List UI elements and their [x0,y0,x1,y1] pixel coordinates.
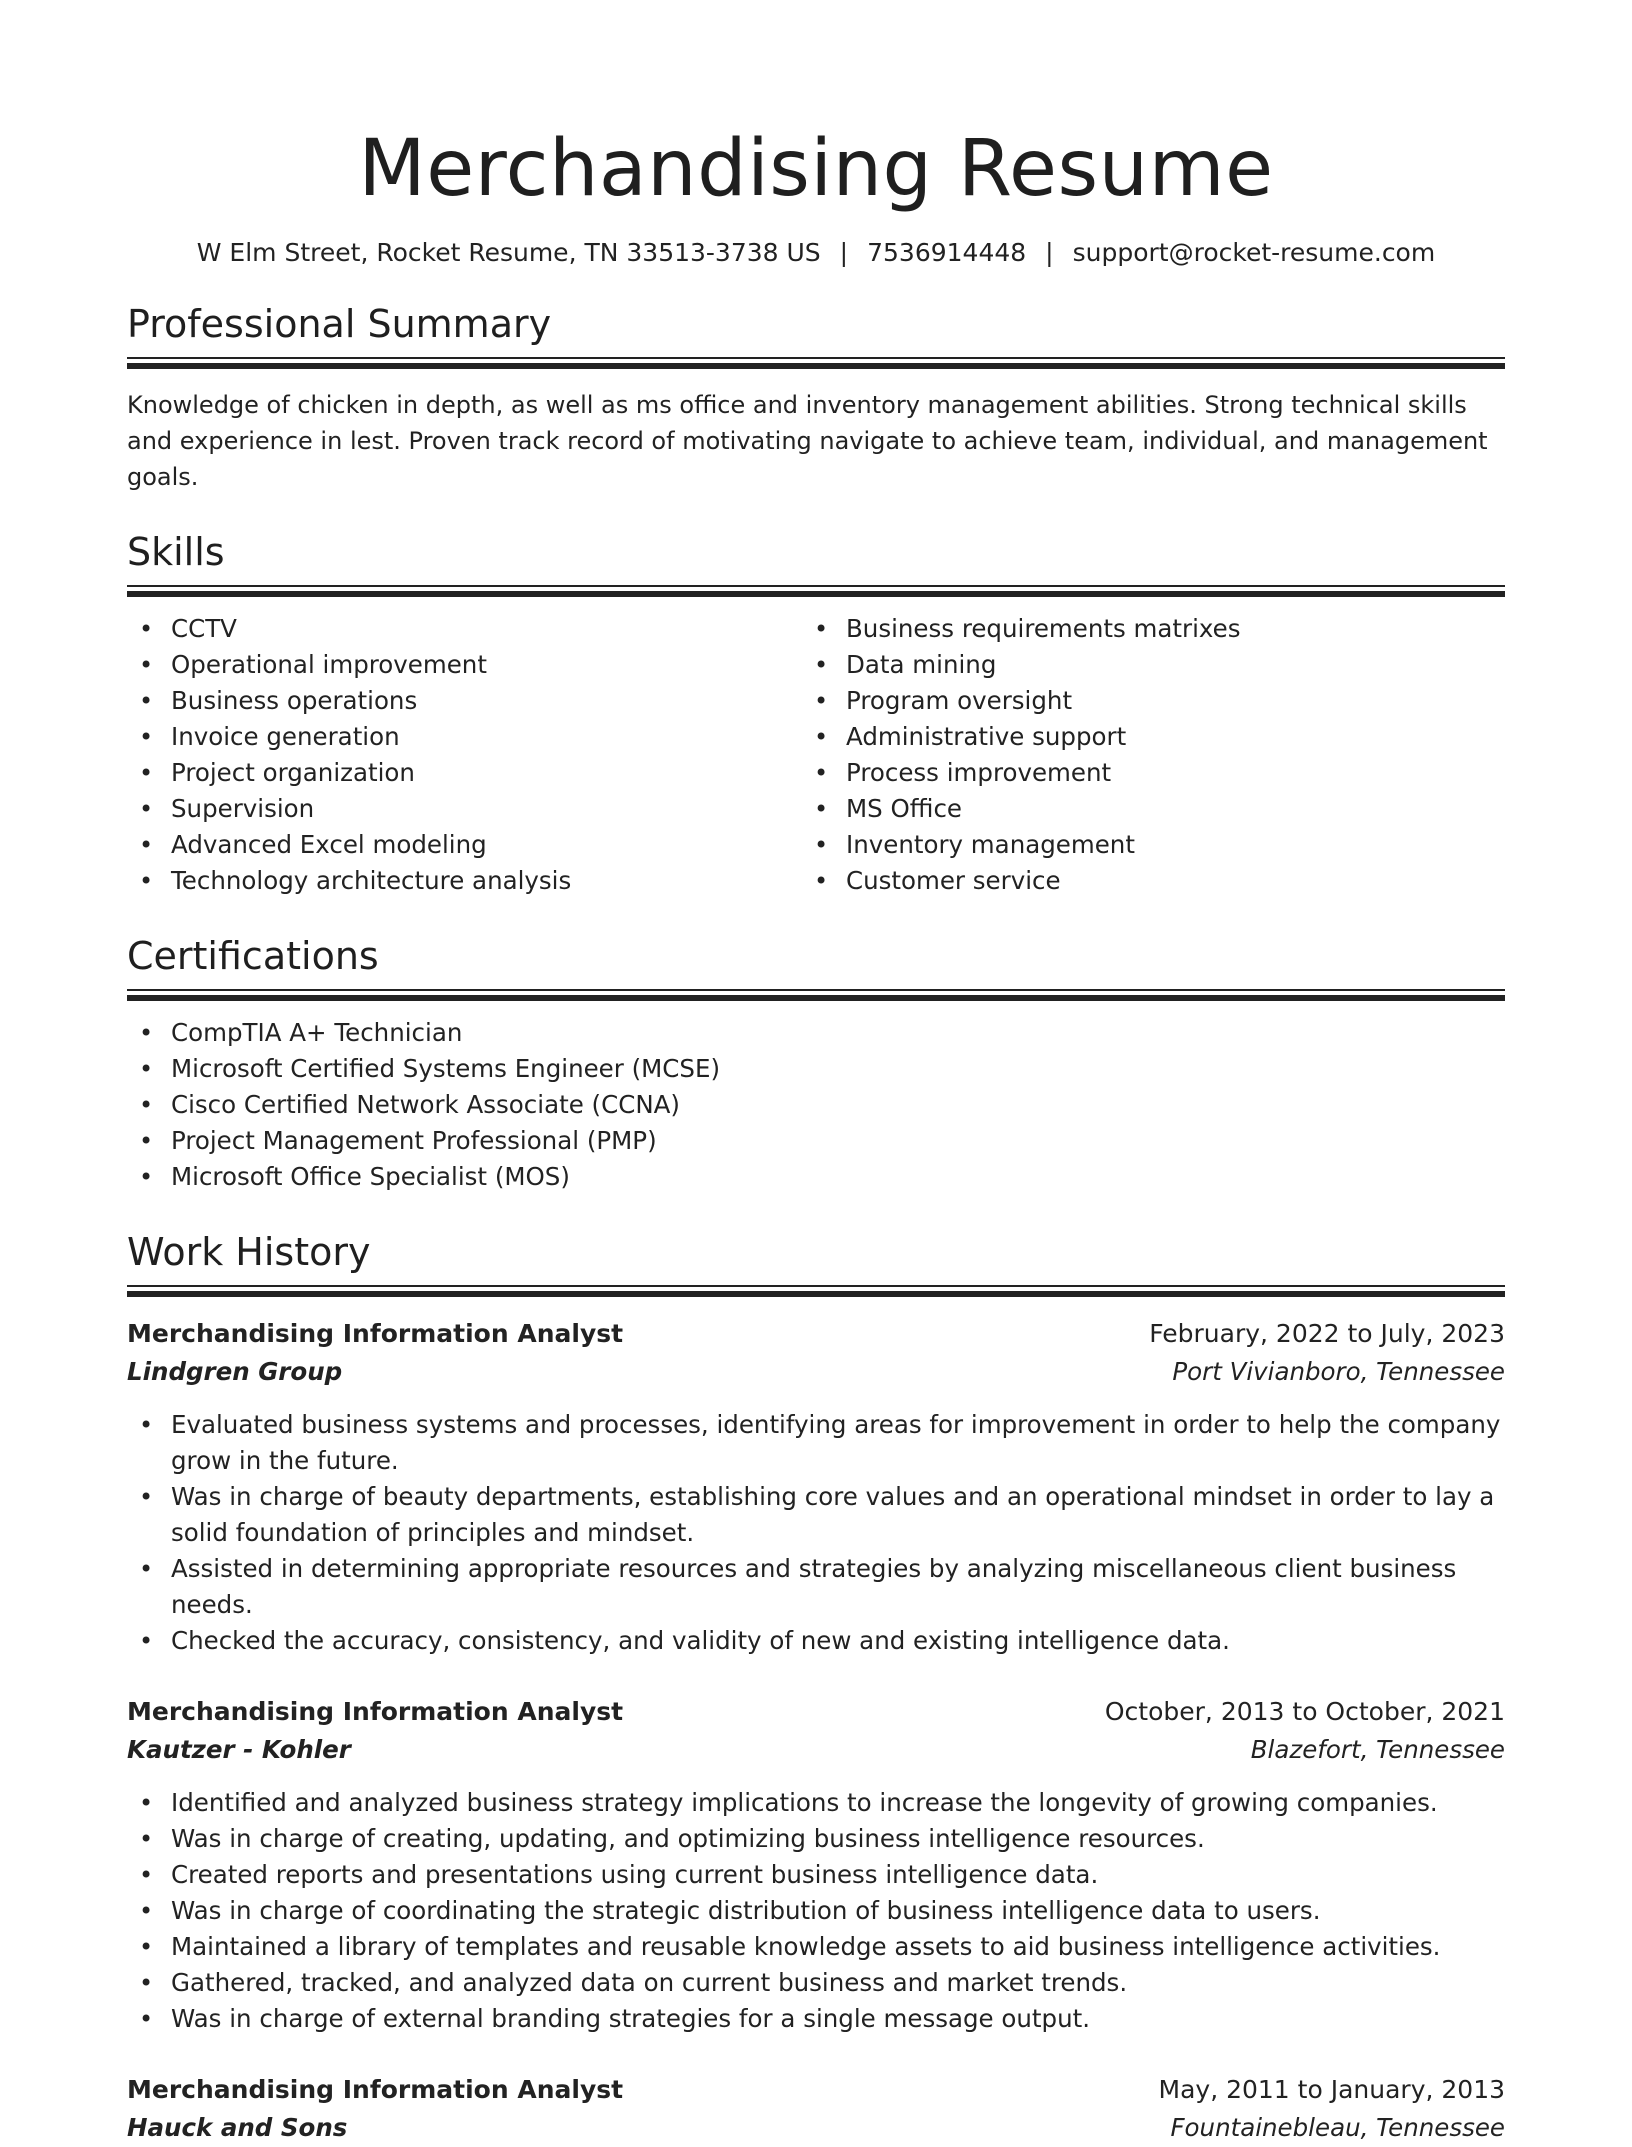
job-company-row [127,2109,1505,2147]
skill-item: • Program oversight [802,683,1505,719]
skills-list-right [802,611,1505,899]
job-duties-list [127,1407,1505,1659]
certification-item: • Microsoft Certified Systems Engineer (MCSE) [127,1051,1505,1087]
job-location: Blazefort, Tennessee [1250,1735,1505,1764]
job-company: Kautzer - Kohler [127,1735,351,1764]
skill-item: • Technology architecture analysis [127,863,802,899]
job-header-row [127,2071,1505,2109]
job-duty: • Identified and analyzed business strategy implications to increase the longevity of growing companies. [127,1785,1505,1821]
job-company: Hauck and Sons [127,2113,348,2142]
job-duty: • Evaluated business systems and processes, identifying areas for improvement in order to help the company grow in the future. [127,1407,1505,1479]
skill-item: • MS Office [802,791,1505,827]
skills-list-left [127,611,802,899]
job-dates: February, 2022 to July, 2023 [1149,1319,1505,1348]
job-dates: May, 2011 to January, 2013 [1158,2075,1505,2104]
skill-item: • Business operations [127,683,802,719]
certifications-section [127,933,1505,1195]
section-divider [127,585,1505,597]
job-header-row [127,1315,1505,1353]
contact-separator: | [1045,238,1054,267]
skills-column-right [802,611,1505,899]
skill-item: • Customer service [802,863,1505,899]
skill-item: • Inventory management [802,827,1505,863]
certifications-heading: Certifications [127,934,379,978]
resume-title: Merchandising Resume [358,124,1274,214]
skill-item: • Invoice generation [127,719,802,755]
skill-item: • CCTV [127,611,802,647]
job-duty: • Was in charge of beauty departments, establishing core values and an operational mindset in order to lay a solid foundation of principles and mindset. [127,1479,1505,1551]
contact-phone: 7536914448 [867,238,1027,267]
job-location: Port Vivianboro, Tennessee [1172,1357,1505,1386]
job-duty: • Was in charge of coordinating the strategic distribution of business intelligence data to users. [127,1893,1505,1929]
job-duty: • Checked the accuracy, consistency, and validity of new and existing intelligence data. [127,1623,1505,1659]
certification-item: • Microsoft Office Specialist (MOS) [127,1159,1505,1195]
section-divider [127,989,1505,1001]
job-company-row [127,1353,1505,1391]
skills-section [127,529,1505,899]
job-header-row [127,1693,1505,1731]
contact-separator: | [839,238,849,267]
skill-item: • Project organization [127,755,802,791]
summary-heading: Professional Summary [127,302,552,346]
certification-item: • CompTIA A+ Technician [127,1015,1505,1051]
job-duties-list [127,1785,1505,2037]
job-entry [127,2071,1505,2147]
job-dates: October, 2013 to October, 2021 [1104,1697,1505,1726]
skills-heading: Skills [127,530,225,574]
skill-item: • Supervision [127,791,802,827]
work-history-heading: Work History [127,1230,371,1274]
job-duty: • Gathered, tracked, and analyzed data on current business and market trends. [127,1965,1505,2001]
skill-item: • Advanced Excel modeling [127,827,802,863]
contact-line [127,238,1505,267]
summary-text: Knowledge of chicken in depth, as well as ms office and inventory management abilities. Strong technical skills and experience in lest. Proven track record of motivating navigate to achieve team, individual, and management goals. [127,391,1488,491]
summary-section [127,301,1505,495]
skill-item: • Process improvement [802,755,1505,791]
section-divider [127,357,1505,369]
certifications-list [127,1015,1505,1195]
skills-column-left [127,611,802,899]
skill-item: • Administrative support [802,719,1505,755]
job-title: Merchandising Information Analyst [127,1697,624,1726]
skills-grid [127,611,1505,899]
job-entry [127,1315,1505,1659]
job-title: Merchandising Information Analyst [127,2075,624,2104]
job-company: Lindgren Group [127,1357,343,1386]
job-entry [127,1693,1505,2037]
job-company-row [127,1731,1505,1769]
job-duty: • Assisted in determining appropriate resources and strategies by analyzing miscellaneous client business needs. [127,1551,1505,1623]
job-title: Merchandising Information Analyst [127,1319,624,1348]
job-location: Fountainebleau, Tennessee [1170,2113,1505,2142]
section-divider [127,1285,1505,1297]
contact-email: support@rocket-resume.com [1072,238,1436,267]
skill-item: • Data mining [802,647,1505,683]
work-history-section [127,1229,1505,2147]
certification-item: • Project Management Professional (PMP) [127,1123,1505,1159]
certification-item: • Cisco Certified Network Associate (CCNA) [127,1087,1505,1123]
skill-item: • Business requirements matrixes [802,611,1505,647]
job-duty: • Was in charge of external branding strategies for a single message output. [127,2001,1505,2037]
contact-address: W Elm Street, Rocket Resume, TN 33513-3738 US [196,238,821,267]
job-duty: • Was in charge of creating, updating, and optimizing business intelligence resources. [127,1821,1505,1857]
skill-item: • Operational improvement [127,647,802,683]
job-duty: • Maintained a library of templates and reusable knowledge assets to aid business intelligence activities. [127,1929,1505,1965]
job-duty: • Created reports and presentations using current business intelligence data. [127,1857,1505,1893]
